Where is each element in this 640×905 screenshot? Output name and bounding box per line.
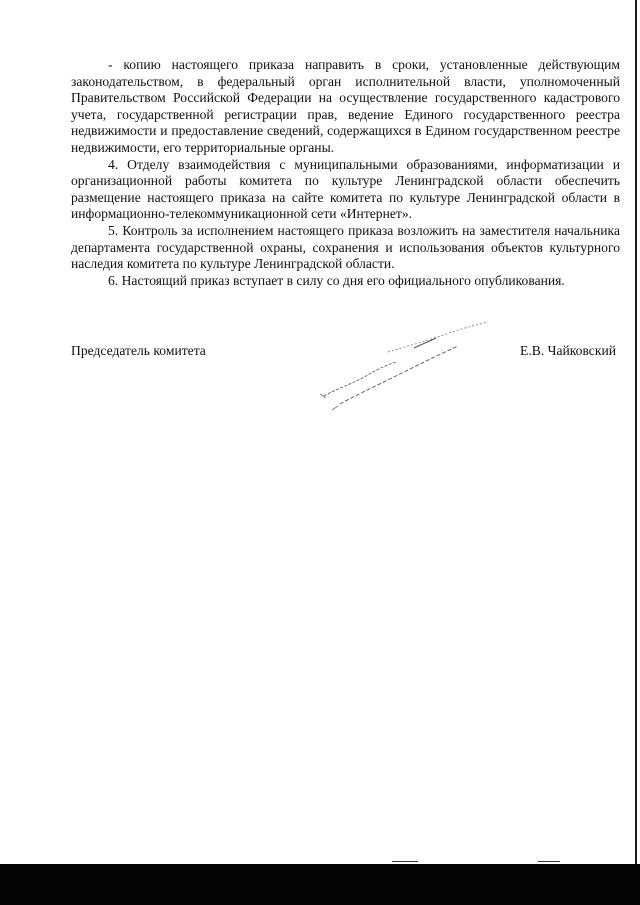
scan-artifact: [538, 861, 560, 862]
handwritten-signature: [318, 318, 498, 413]
signatory-position: Председатель комитета: [71, 343, 206, 358]
paragraph-item-4: 4. Отделу взаимодействия с муниципальными образованиями, информатизации и организационной работы комитета по культуре Ленинградской области обеспечить размещение настоящего приказа на сайте комитета по культуре Ленинградской области в информационно-телекоммуникационной сети «Интернет».: [71, 156, 620, 222]
paragraph-copy-order: - копию настоящего приказа направить в сроки, установленные действующим законодательством, в федеральный орган исполнительной власти, уполномоченный Правительством Российской Федерации на осуществление государственного кадастрового учета, государственной регистрации прав, ведение Единого государственного реестра недвижимости и предоставление сведений, содержащихся в Едином государственном реестре недвижимости, его территориальные органы.: [71, 57, 620, 155]
document-body: [71, 57, 620, 289]
paragraph-item-5: 5. Контроль за исполнением настоящего приказа возложить на заместителя начальника департамента государственной охраны, сохранения и использования объектов культурного наследия комитета по культуре Ленинградской области.: [71, 222, 620, 272]
signatory-name: Е.В. Чайковский: [520, 343, 616, 358]
scan-bottom-band: [0, 864, 640, 905]
scan-edge-line: [635, 0, 637, 864]
paragraph-item-6: 6. Настоящий приказ вступает в силу со дня его официального опубликования.: [108, 272, 565, 288]
scan-artifact: [392, 861, 418, 862]
